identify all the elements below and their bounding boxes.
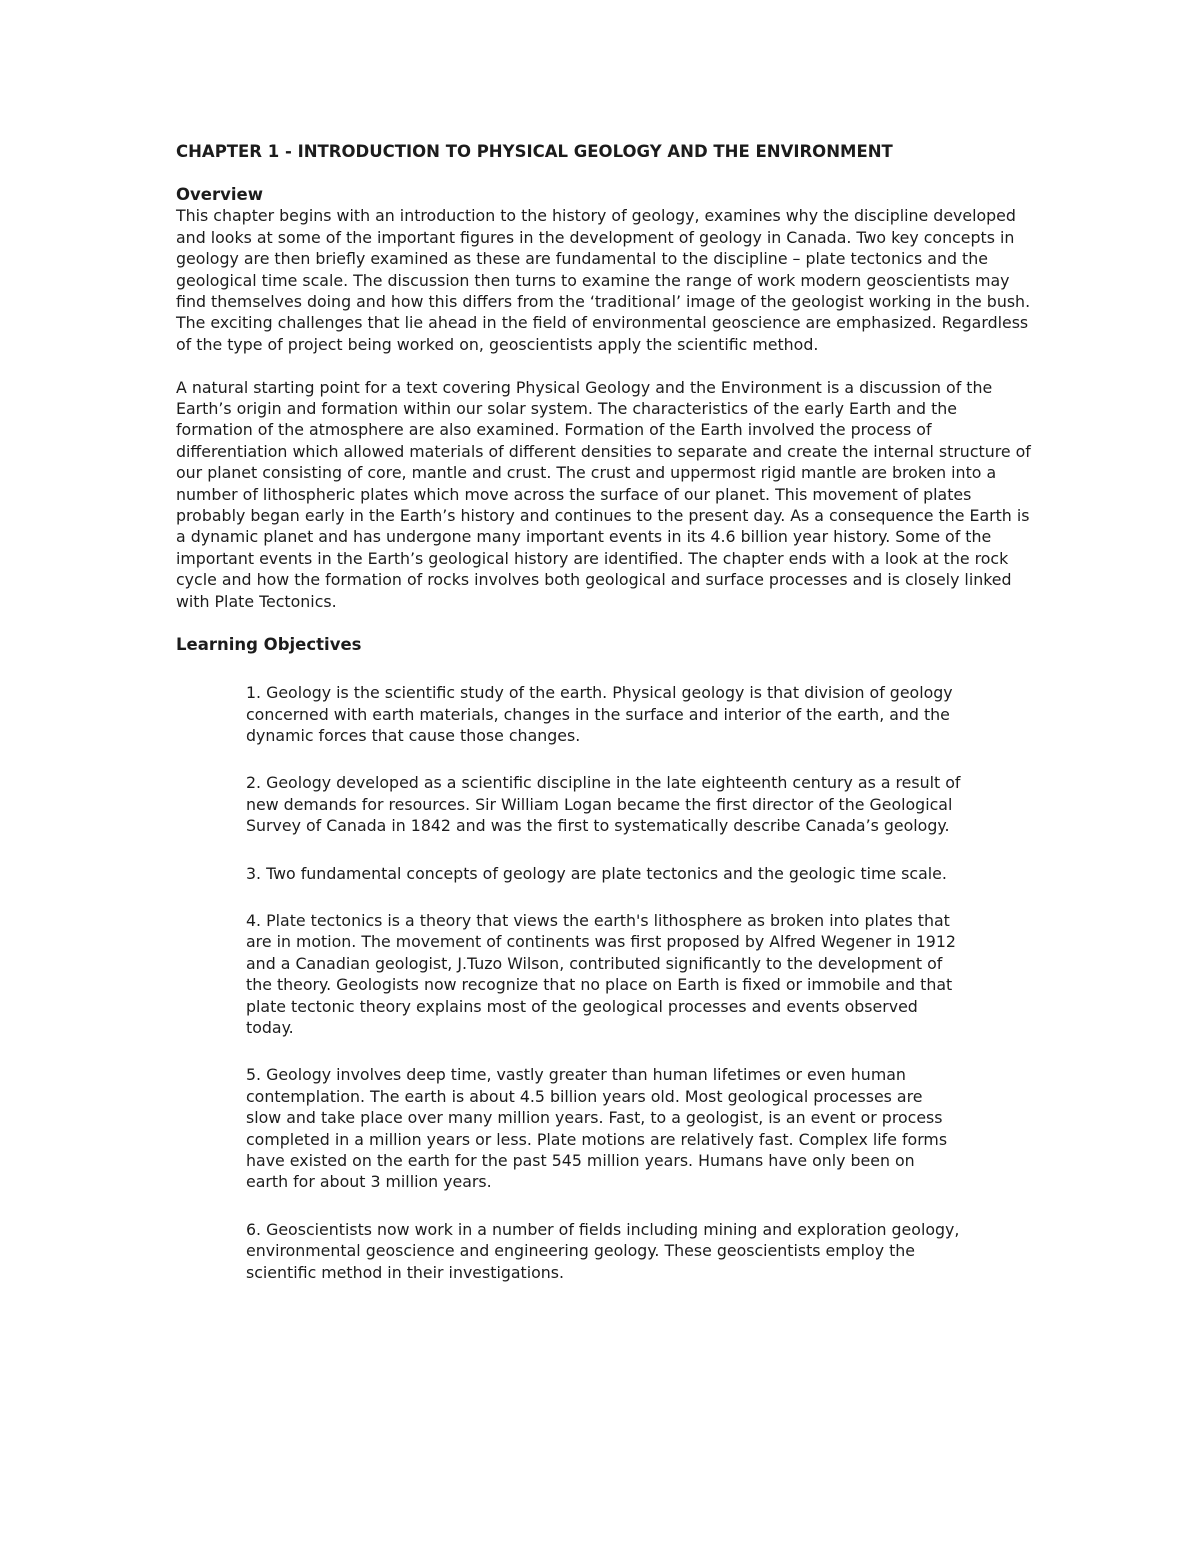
learning-objective-5: 5. Geology involves deep time, vastly greater than human lifetimes or even human contemplation. The earth is about 4.5 billion years old. Most geological processes are slow and take place over many million years. Fast, to a geologist, is an event or process completed in a million years or less. Plate motions are relatively fast. Complex life forms have existed on the earth for the past 545 million years. Humans have only been on earth for about 3 million years. [246, 1065, 948, 1192]
learning-objective-6: 6. Geoscientists now work in a number of fields including mining and exploration geology, environmental geoscience and engineering geology. These geoscientists employ the scientific method in their investigations. [246, 1219, 960, 1282]
overview-paragraph-1: This chapter begins with an introduction to the history of geology, examines why the discipline developed and looks at some of the important figures in the development of geology in Canada. Two key concepts in geology are then briefly examined as these are fundamental to the discipline – plate tectonics and the geological time scale. The discussion then turns to examine the range of work modern geoscientists may find themselves doing and how this differs from the ‘traditional’ image of the geologist working in the bush. The exciting challenges that lie ahead in the field of environmental geoscience are emphasized. Regardless of the type of project being worked on, geoscientists apply the scientific method. [176, 206, 1031, 354]
learning-objective-1: 1. Geology is the scientific study of the earth. Physical geology is that division of geology concerned with earth materials, changes in the surface and interior of the earth, and the dynamic forces that cause those changes. [246, 683, 953, 745]
learning-objective-2: 2. Geology developed as a scientific discipline in the late eighteenth century as a result of new demands for resources. Sir William Logan became the first director of the Geological Survey of Canada in 1842 and was the first to systematically describe Canada’s geology. [246, 773, 961, 836]
overview-paragraph-2: A natural starting point for a text covering Physical Geology and the Environment is a discussion of the Earth’s origin and formation within our solar system. The characteristics of the early Earth and the formation of the atmosphere are also examined. Formation of the Earth involved the process of differentiation which allowed materials of different densities to separate and create the internal structure of our planet consisting of core, mantle and crust. The crust and uppermost rigid mantle are broken into a number of lithospheric plates which move across the surface of our planet. This movement of plates probably began early in the Earth’s history and continues to the present day. As a consequence the Earth is a dynamic planet and has undergone many important events in its 4.6 billion year history. Some of the important events in the Earth’s geological history are identified. The chapter ends with a look at the rock cycle and how the formation of rocks involves both geological and surface processes and is closely linked with Plate Tectonics. [176, 377, 1031, 611]
learning-objective-4: 4. Plate tectonics is a theory that views the earth's lithosphere as broken into plates that are in motion. The movement of continents was first proposed by Alfred Wegener in 1912 and a Canadian geologist, J.Tuzo Wilson, contributed significantly to the development of the theory. Geologists now recognize that no place on Earth is fixed or immobile and that plate tectonic theory explains most of the geological processes and events observed today. [246, 910, 956, 1037]
learning-objectives-heading: Learning Objectives [176, 634, 362, 654]
learning-objectives-list [246, 682, 961, 1283]
chapter-title: CHAPTER 1 - INTRODUCTION TO PHYSICAL GEOLOGY AND THE ENVIRONMENT [176, 142, 893, 161]
learning-objective-3: 3. Two fundamental concepts of geology are plate tectonics and the geologic time scale. [246, 863, 947, 883]
overview-heading: Overview [176, 185, 263, 204]
document-page [176, 141, 1036, 1309]
